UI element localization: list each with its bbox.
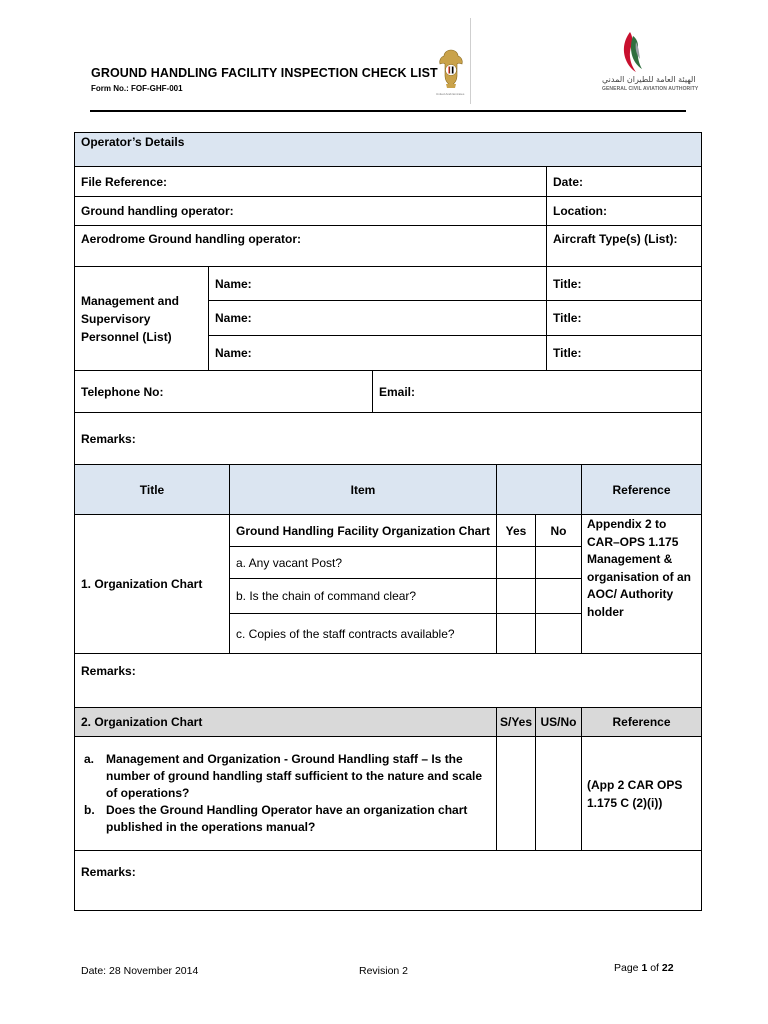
footer-revision: Revision 2	[359, 965, 409, 977]
syes-header: S/Yes	[497, 708, 536, 737]
aircraft-types-field[interactable]: Aircraft Type(s) (List):	[547, 226, 702, 267]
personnel-title-field[interactable]: Title:	[547, 336, 702, 371]
yes-checkbox-cell[interactable]	[497, 614, 536, 654]
checklist-item: b. Is the chain of command clear?	[230, 579, 497, 614]
section-2-reference: (App 2 CAR OPS 1.175 C (2)(i))	[582, 737, 702, 851]
no-checkbox-cell[interactable]	[536, 547, 582, 579]
section-1-remarks-field[interactable]: Remarks:	[75, 654, 702, 708]
section-2-title: 2. Organization Chart	[75, 708, 497, 737]
operator-details-heading: Operator’s Details	[75, 133, 702, 167]
header-separator	[470, 18, 471, 104]
no-label: No	[536, 515, 582, 547]
list-item-text: Does the Ground Handling Operator have an organization chart published in the operations manual?	[106, 803, 468, 834]
page-total: 22	[661, 962, 674, 974]
section-2-reference-header: Reference	[582, 708, 702, 737]
form-number: Form No.: FOF-GHF-001	[91, 84, 183, 93]
section-2-items	[75, 737, 497, 851]
section-1-reference: Appendix 2 to CAR–OPS 1.175 Management & organisation of an AOC/ Authority holder	[582, 515, 702, 654]
email-field[interactable]: Email:	[373, 371, 702, 413]
personnel-name-field[interactable]: Name:	[209, 336, 547, 371]
telephone-field[interactable]: Telephone No:	[75, 371, 373, 413]
page-number	[614, 962, 674, 974]
section-1-title: 1. Organization Chart	[75, 515, 230, 654]
checklist-item: c. Copies of the staff contracts available?	[230, 614, 497, 654]
personnel-title-field[interactable]: Title:	[547, 301, 702, 336]
usno-checkbox-cell[interactable]	[536, 737, 582, 851]
organization-chart-checklist-table	[74, 464, 702, 708]
ground-handling-operator-field[interactable]: Ground handling operator:	[75, 197, 547, 226]
footer-date: Date: 28 November 2014	[81, 965, 199, 977]
list-item	[79, 751, 492, 802]
column-header-blank	[497, 465, 582, 515]
location-field[interactable]: Location:	[547, 197, 702, 226]
yes-label: Yes	[497, 515, 536, 547]
gcaa-logo-icon	[616, 30, 644, 74]
date-field[interactable]: Date:	[547, 167, 702, 197]
no-checkbox-cell[interactable]	[536, 614, 582, 654]
checklist-item: a. Any vacant Post?	[230, 547, 497, 579]
page-prefix: Page	[614, 962, 642, 974]
personnel-label: Management and Supervisory Personnel (List)	[75, 267, 209, 371]
syes-checkbox-cell[interactable]	[497, 737, 536, 851]
page-of: of	[647, 962, 662, 974]
personnel-name-field[interactable]: Name:	[209, 301, 547, 336]
page-current: 1	[641, 962, 648, 974]
authority-name-english: GENERAL CIVIL AVIATION AUTHORITY	[602, 86, 699, 92]
no-checkbox-cell[interactable]	[536, 579, 582, 614]
list-item-text: Management and Organization - Ground Handling staff – Is the number of ground handling staff sufficient to the nature and scale of operations?	[106, 752, 483, 800]
column-header-item: Item	[230, 465, 497, 515]
section-2-table	[74, 707, 702, 911]
uae-emblem-icon	[438, 46, 464, 90]
file-reference-field[interactable]: File Reference:	[75, 167, 547, 197]
personnel-title-field[interactable]: Title:	[547, 267, 702, 301]
column-header-reference: Reference	[582, 465, 702, 515]
operator-details-table	[74, 132, 702, 465]
section-2-remarks-field[interactable]: Remarks:	[75, 851, 702, 911]
column-header-title: Title	[75, 465, 230, 515]
usno-header: US/No	[536, 708, 582, 737]
yes-checkbox-cell[interactable]	[497, 547, 536, 579]
yes-checkbox-cell[interactable]	[497, 579, 536, 614]
header-rule	[90, 110, 686, 112]
emblem-caption: United Arab Emirates	[436, 92, 465, 96]
list-item	[79, 802, 492, 836]
list-marker: b.	[84, 803, 95, 817]
authority-name-arabic: الهيئة العامة للطيران المدني	[602, 75, 696, 84]
list-marker: a.	[84, 752, 95, 766]
main-checklist-item: Ground Handling Facility Organization Chart	[230, 515, 497, 547]
personnel-name-field[interactable]: Name:	[209, 267, 547, 301]
aerodrome-gh-operator-field[interactable]: Aerodrome Ground handling operator:	[75, 226, 547, 267]
operator-remarks-field[interactable]: Remarks:	[75, 413, 702, 465]
document-title: GROUND HANDLING FACILITY INSPECTION CHECK LIST	[91, 66, 438, 80]
